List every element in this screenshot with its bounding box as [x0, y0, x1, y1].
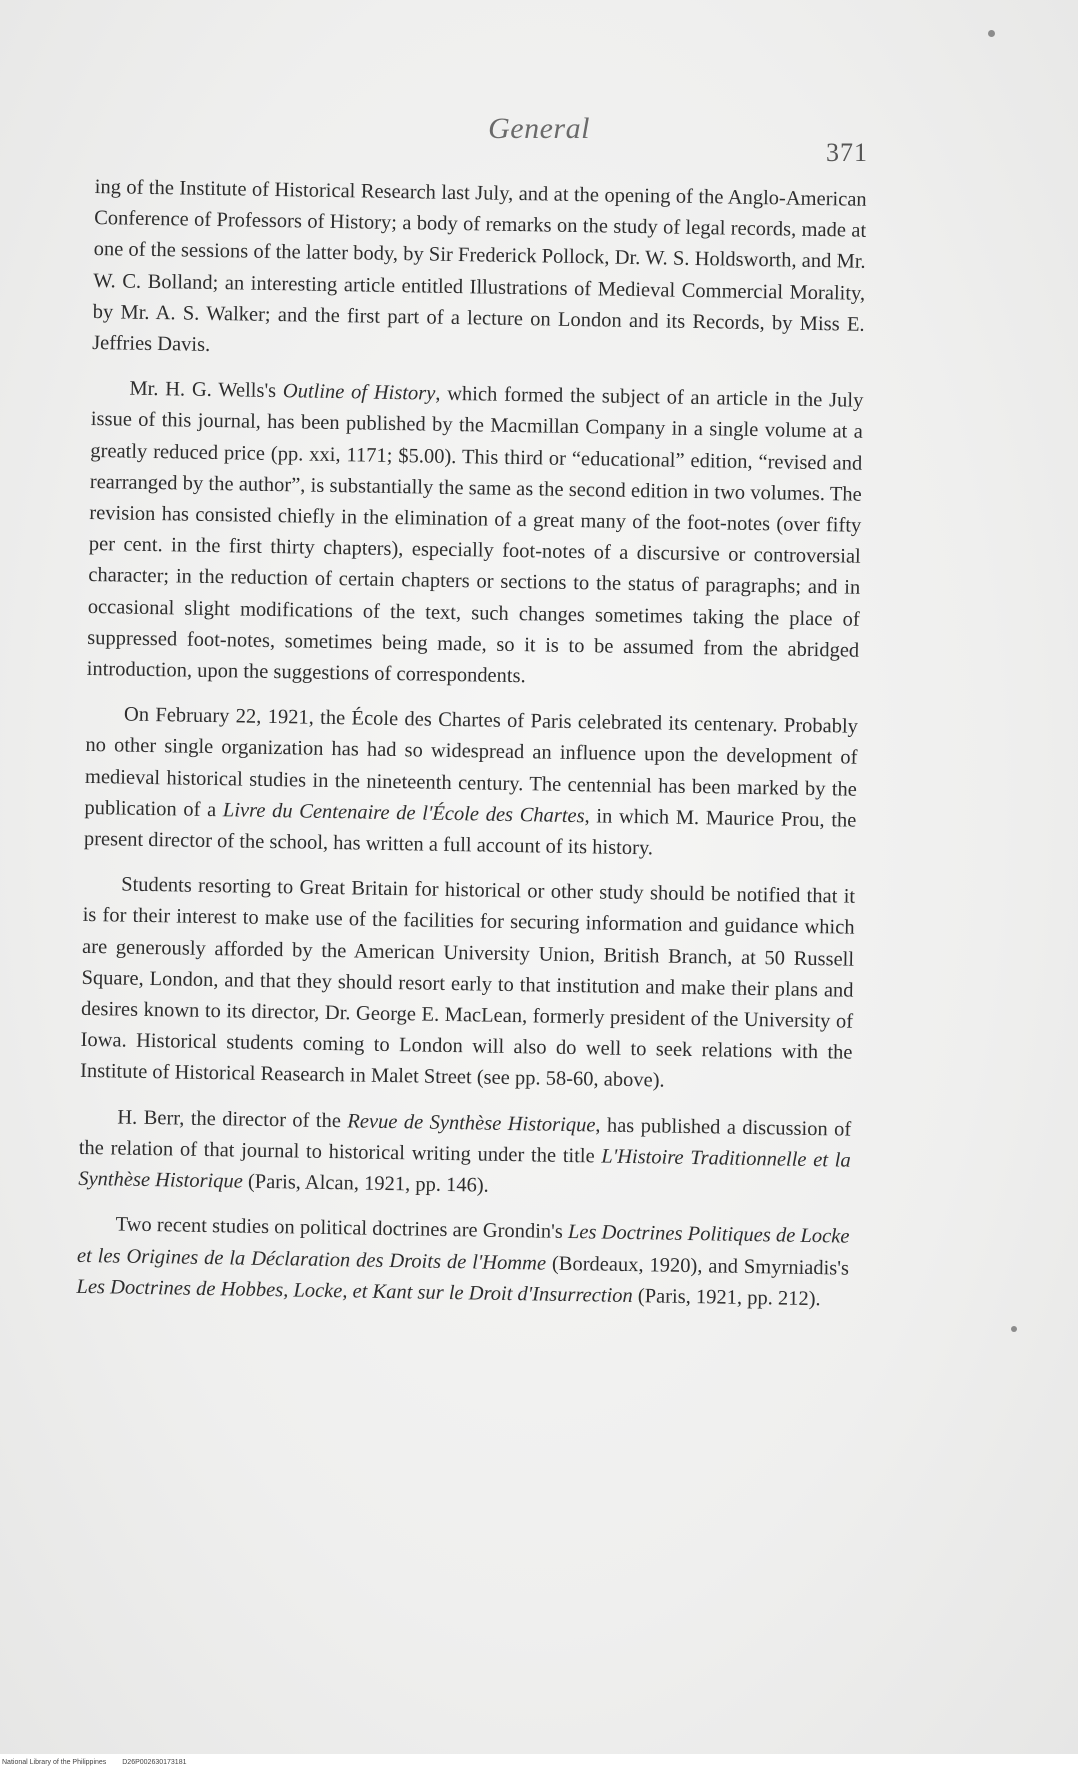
paragraph-text: Mr. H. G. Wells's [129, 377, 284, 403]
paragraph-text: (Paris, Alcan, 1921, pp. 146). [242, 1170, 489, 1197]
paragraph-text: (Paris, 1921, pp. 212). [632, 1284, 821, 1310]
paragraph [86, 373, 863, 698]
book-title: Les Doctrines de Hobbes, Locke, et Kant sur le Droit d'Insurrection [76, 1275, 633, 1307]
paragraph [80, 869, 856, 1100]
paragraph-text: Students resorting to Great Britain for historical or other study should be notified that it is for their interest to make use of the facilities for securing information and guidance which are generously afforded by the American University Union, British Branch, at 50 Russell Square, London, and that they should resort early to that institution and make their plans and desires known to its director, Dr. George E. MacLean, formerly president of the University of Iowa. Historical students coming to London will also do well to seek relations with the Institute of Historical Reasearch in Malet Street (see pp. 58-60, above). [79, 873, 856, 1093]
book-title: Outline of History [282, 380, 436, 405]
article-body [76, 172, 867, 1330]
library-name: National Library of the Philippines [2, 1759, 107, 1766]
book-title: L'Histoire Traditionnelle et la Synthèse Historique [78, 1145, 851, 1193]
scan-speck [988, 30, 995, 37]
paragraph [76, 1209, 849, 1315]
paragraph-text: , has published a discussion of the relation of that journal to historical writing under the title [78, 1114, 852, 1168]
paragraph [78, 1102, 851, 1208]
book-title: Les Doctrines Politiques de Locke et les Origines de la Déclaration des Droits de l'Homme [76, 1221, 850, 1275]
paragraph [92, 172, 867, 372]
paragraph-text: Two recent studies on political doctrines are Grondin's [115, 1213, 569, 1244]
paragraph-text: , in which M. Maurice Prou, the present director of the school, has written a full account of its history. [83, 805, 857, 860]
journal-title: Revue de Synthèse Historique [347, 1110, 596, 1137]
paragraph-text: (Bordeaux, 1920), and Smyrniadis's [545, 1252, 850, 1280]
paragraph [84, 699, 858, 868]
paragraph-text: On February 22, 1921, the École des Chartes of Paris celebrated its centenary. Probably no other single organization has had so widespread an influence upon the development of medieval historical studies in the nineteenth century. The centennial has been marked by the publication of a [84, 703, 859, 822]
paragraph-text: ing of the Institute of Historical Research last July, and at the opening of the Anglo-American Conference of Professors of History; a body of remarks on the study of legal records, made at one of the sessions of the latter body, by Sir Frederick Pollock, Dr. W. S. Holdsworth, and Mr. W. C. Bolland; an interesting article entitled Illustrations of Medieval Commercial Morality, by Mr. A. S. Walker; and the first part of a lecture on London and its Records, by Miss E. Jeffries Davis. [91, 175, 867, 356]
scan-identifier: D26P002630173181 [122, 1759, 187, 1766]
scan-speck [1011, 1326, 1017, 1332]
page-number: 371 [826, 138, 868, 167]
paragraph-text: H. Berr, the director of the [117, 1106, 348, 1133]
scan-footer [0, 1754, 1078, 1772]
book-title: Livre du Centenaire de l'École des Chartes [222, 799, 585, 828]
paragraph-text: , which formed the subject of an article in the July issue of this journal, has been published by the Macmillan Company in a single volume at a greatly reduced price (pp. xxi, 1171; $5.00). This third or “educational” edition, “revised and rearranged by the author”, is substantially the same as the second edition in two volumes. The revision has consisted chiefly in the elimination of a great many of the foot-notes (over fifty per cent. in the first thirty chapters), especially foot-notes of a discursive or controversial character; in the reduction of certain chapters or sections to the status of paragraphs; and in occasional slight modifications of the text, such changes sometimes taking the place of suppressed foot-notes, sometimes being made, so it is to be assumed from the abridged introduction, upon the suggestions of correspondents. [86, 382, 864, 688]
running-head-title: General [488, 112, 590, 145]
